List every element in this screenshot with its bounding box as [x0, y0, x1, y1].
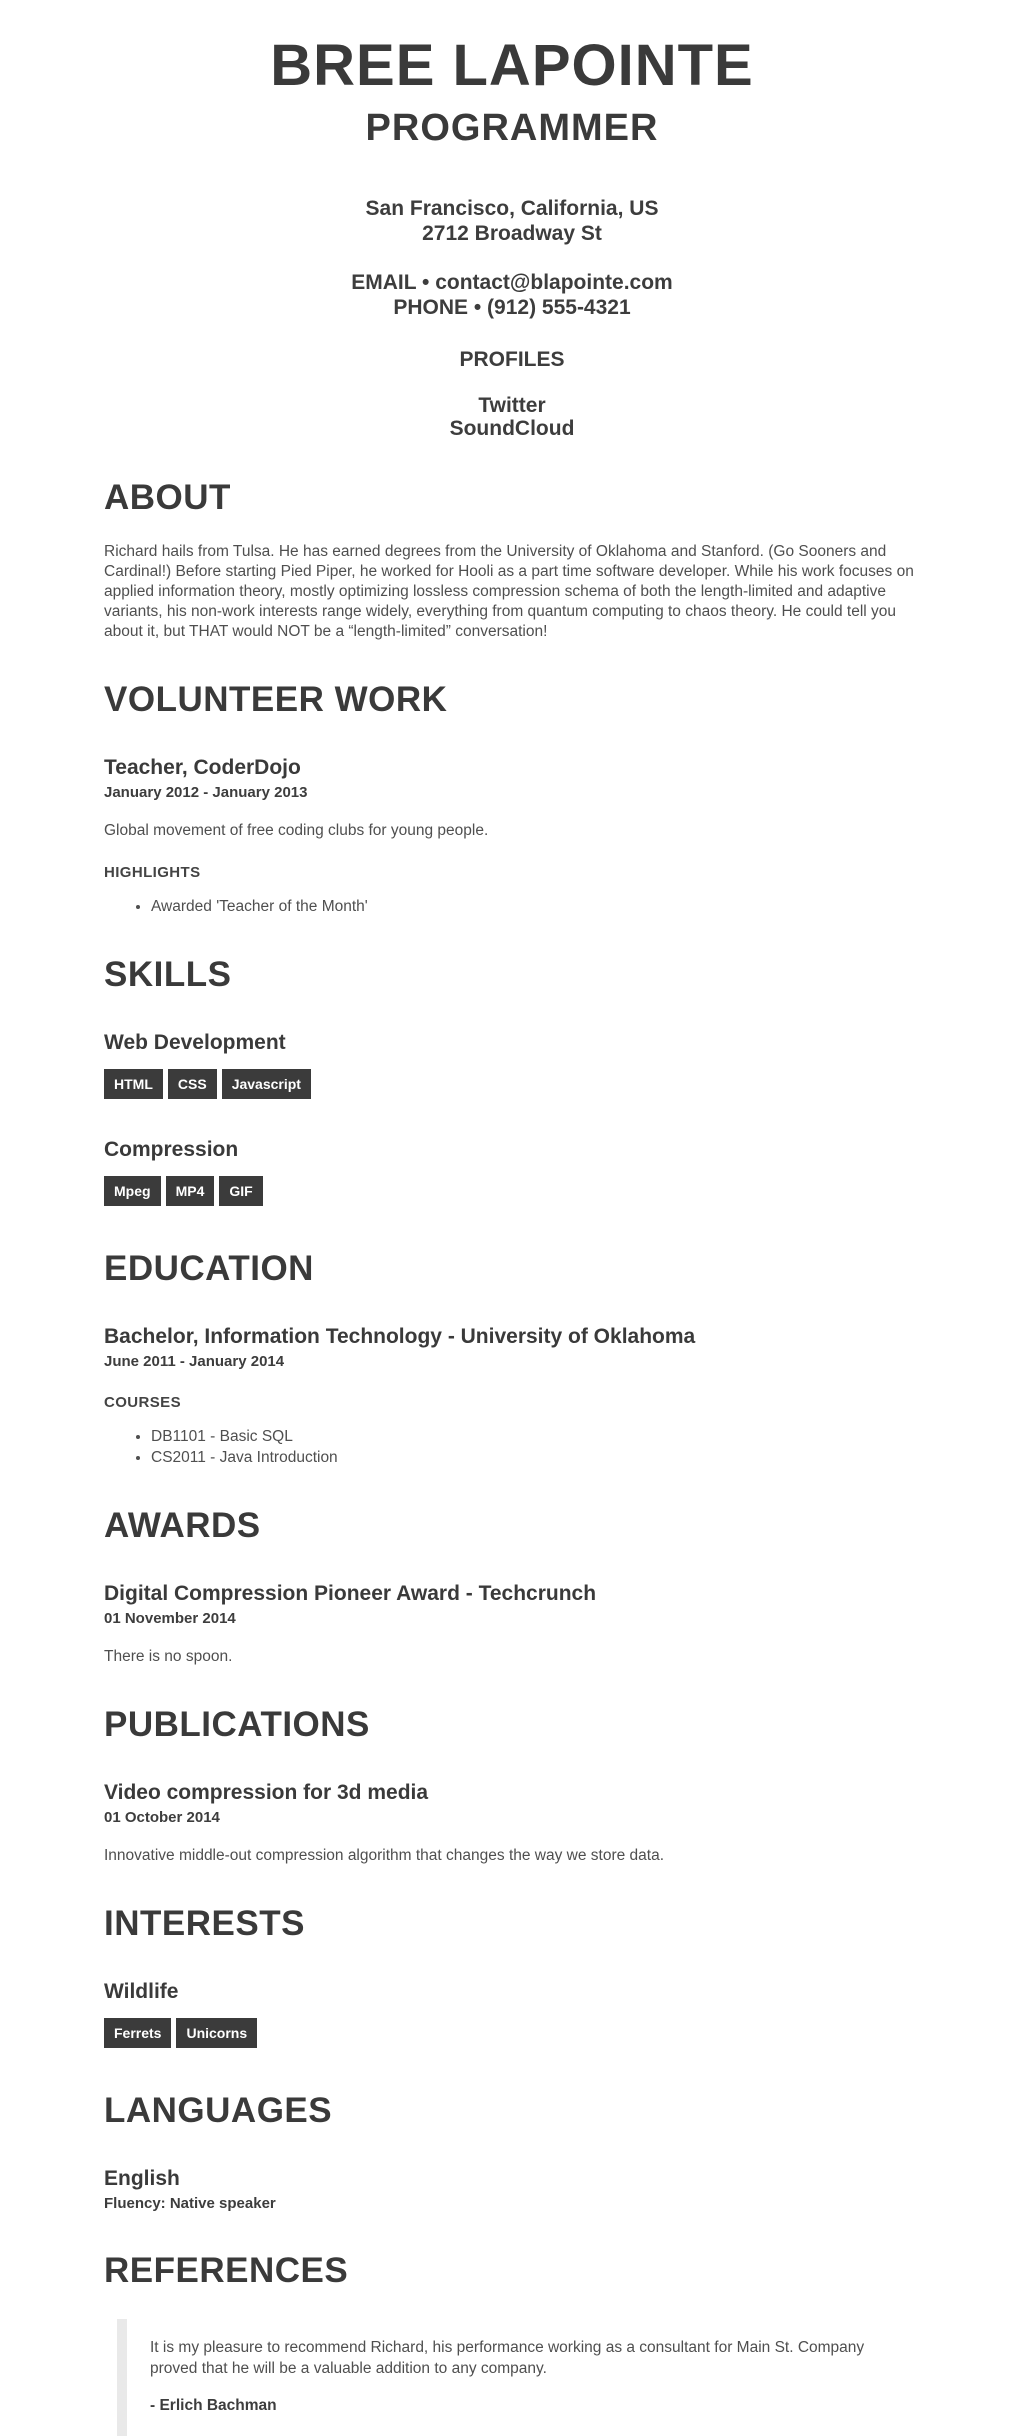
section-heading-education: EDUCATION	[104, 1249, 314, 1288]
contact-email-phone	[104, 270, 920, 320]
skill-tag-gif: GIF	[219, 1176, 262, 1206]
section-heading-awards: AWARDS	[104, 1506, 261, 1545]
section-publications	[104, 1703, 920, 1866]
contact-address	[104, 196, 920, 246]
interest-group-name: Wildlife	[104, 1980, 179, 2003]
profile-link-twitter[interactable]: Twitter	[478, 394, 546, 417]
section-awards	[104, 1504, 920, 1667]
section-references	[104, 2249, 920, 2436]
skill-tag-css: CSS	[168, 1069, 217, 1099]
interest-tag-unicorns: Unicorns	[176, 2018, 257, 2048]
interest-group-wildlife	[104, 1979, 920, 2053]
reference-quote-block	[117, 2319, 920, 2436]
person-role: PROGRAMMER	[365, 107, 659, 149]
skill-tag-html: HTML	[104, 1069, 163, 1099]
publication-entry-title: Video compression for 3d media	[104, 1781, 429, 1804]
education-entry-title: Bachelor, Information Technology - University of Oklahoma	[104, 1325, 696, 1348]
about-text: Richard hails from Tulsa. He has earned degrees from the University of Oklahoma and Stanford. (Go Sooners and Cardinal!) Before starting Pied Piper, he worked for Hooli as a part time software developer. While his work focuses on applied information theory, mostly optimizing lossless compression schema of both the length-limited and adaptive variants, his non-work interests range widely, everything from quantum computing to chaos theory. He could tell you about it, but THAT would NOT be a “length-limited” conversation!	[104, 543, 914, 640]
courses-label: COURSES	[104, 1394, 181, 1411]
skill-group-name: Compression	[104, 1138, 239, 1161]
section-interests	[104, 1902, 920, 2053]
publication-entry-summary: Innovative middle-out compression algorithm that changes the way we store data.	[104, 1847, 665, 1864]
volunteer-entry-date: January 2012 - January 2013	[104, 784, 308, 801]
award-entry-title: Digital Compression Pioneer Award - Techcrunch	[104, 1582, 597, 1605]
section-heading-about: ABOUT	[104, 478, 231, 517]
address-city-line: San Francisco, California, US	[365, 197, 659, 220]
person-name: BREE LAPOINTE	[270, 33, 754, 98]
resume-header	[104, 34, 920, 440]
award-entry-date: 01 November 2014	[104, 1610, 236, 1627]
language-entry	[104, 2166, 920, 2213]
skill-tags	[104, 1069, 920, 1104]
profile-link-soundcloud[interactable]: SoundCloud	[449, 417, 575, 440]
section-heading-languages: LANGUAGES	[104, 2091, 333, 2130]
award-entry-summary: There is no spoon.	[104, 1648, 233, 1665]
skill-group-compression	[104, 1137, 920, 1211]
volunteer-entry-title: Teacher, CoderDojo	[104, 756, 301, 779]
section-education	[104, 1247, 920, 1468]
section-languages	[104, 2089, 920, 2213]
reference-quote-author: - Erlich Bachman	[150, 2397, 277, 2414]
interest-tag-ferrets: Ferrets	[104, 2018, 171, 2048]
skill-tags	[104, 1176, 920, 1211]
award-entry	[104, 1581, 920, 1667]
education-entry	[104, 1324, 920, 1468]
section-heading-skills: SKILLS	[104, 955, 232, 994]
section-heading-volunteer: VOLUNTEER WORK	[104, 680, 448, 719]
email-line: EMAIL • contact@blapointe.com	[351, 271, 673, 294]
interest-tags	[104, 2018, 920, 2053]
section-skills	[104, 953, 920, 1211]
volunteer-entry-summary: Global movement of free coding clubs for young people.	[104, 822, 489, 839]
publication-entry-date: 01 October 2014	[104, 1809, 220, 1826]
skill-tag-mp4: MP4	[166, 1176, 215, 1206]
highlight-item: • Awarded 'Teacher of the Month'	[151, 896, 920, 917]
address-street-line: 2712 Broadway St	[422, 222, 602, 245]
skill-tag-javascript: Javascript	[222, 1069, 311, 1099]
publication-entry	[104, 1780, 920, 1866]
profiles-label: PROFILES	[459, 348, 565, 371]
profiles-list	[104, 394, 920, 440]
language-name: English	[104, 2167, 180, 2190]
education-entry-date: June 2011 - January 2014	[104, 1353, 285, 1370]
section-heading-publications: PUBLICATIONS	[104, 1705, 370, 1744]
section-heading-interests: INTERESTS	[104, 1904, 305, 1943]
skill-group-web-development	[104, 1030, 920, 1104]
course-item: • DB1101 - Basic SQL	[151, 1426, 920, 1447]
highlights-label: HIGHLIGHTS	[104, 864, 201, 881]
volunteer-entry	[104, 755, 920, 917]
section-heading-references: REFERENCES	[104, 2251, 349, 2290]
section-about	[104, 476, 920, 642]
course-item: • CS2011 - Java Introduction	[151, 1447, 920, 1468]
highlights-list	[104, 896, 920, 917]
skill-group-name: Web Development	[104, 1031, 286, 1054]
reference-quote-text: It is my pleasure to recommend Richard, his performance working as a consultant for Main St. Company proved that he will be a valuable addition to any company.	[150, 2339, 865, 2377]
section-volunteer-work	[104, 678, 920, 917]
courses-list	[104, 1426, 920, 1468]
language-fluency: Fluency: Native speaker	[104, 2195, 276, 2212]
skill-tag-mpeg: Mpeg	[104, 1176, 161, 1206]
phone-line: PHONE • (912) 555-4321	[393, 296, 631, 319]
resume-page	[104, 0, 920, 2436]
